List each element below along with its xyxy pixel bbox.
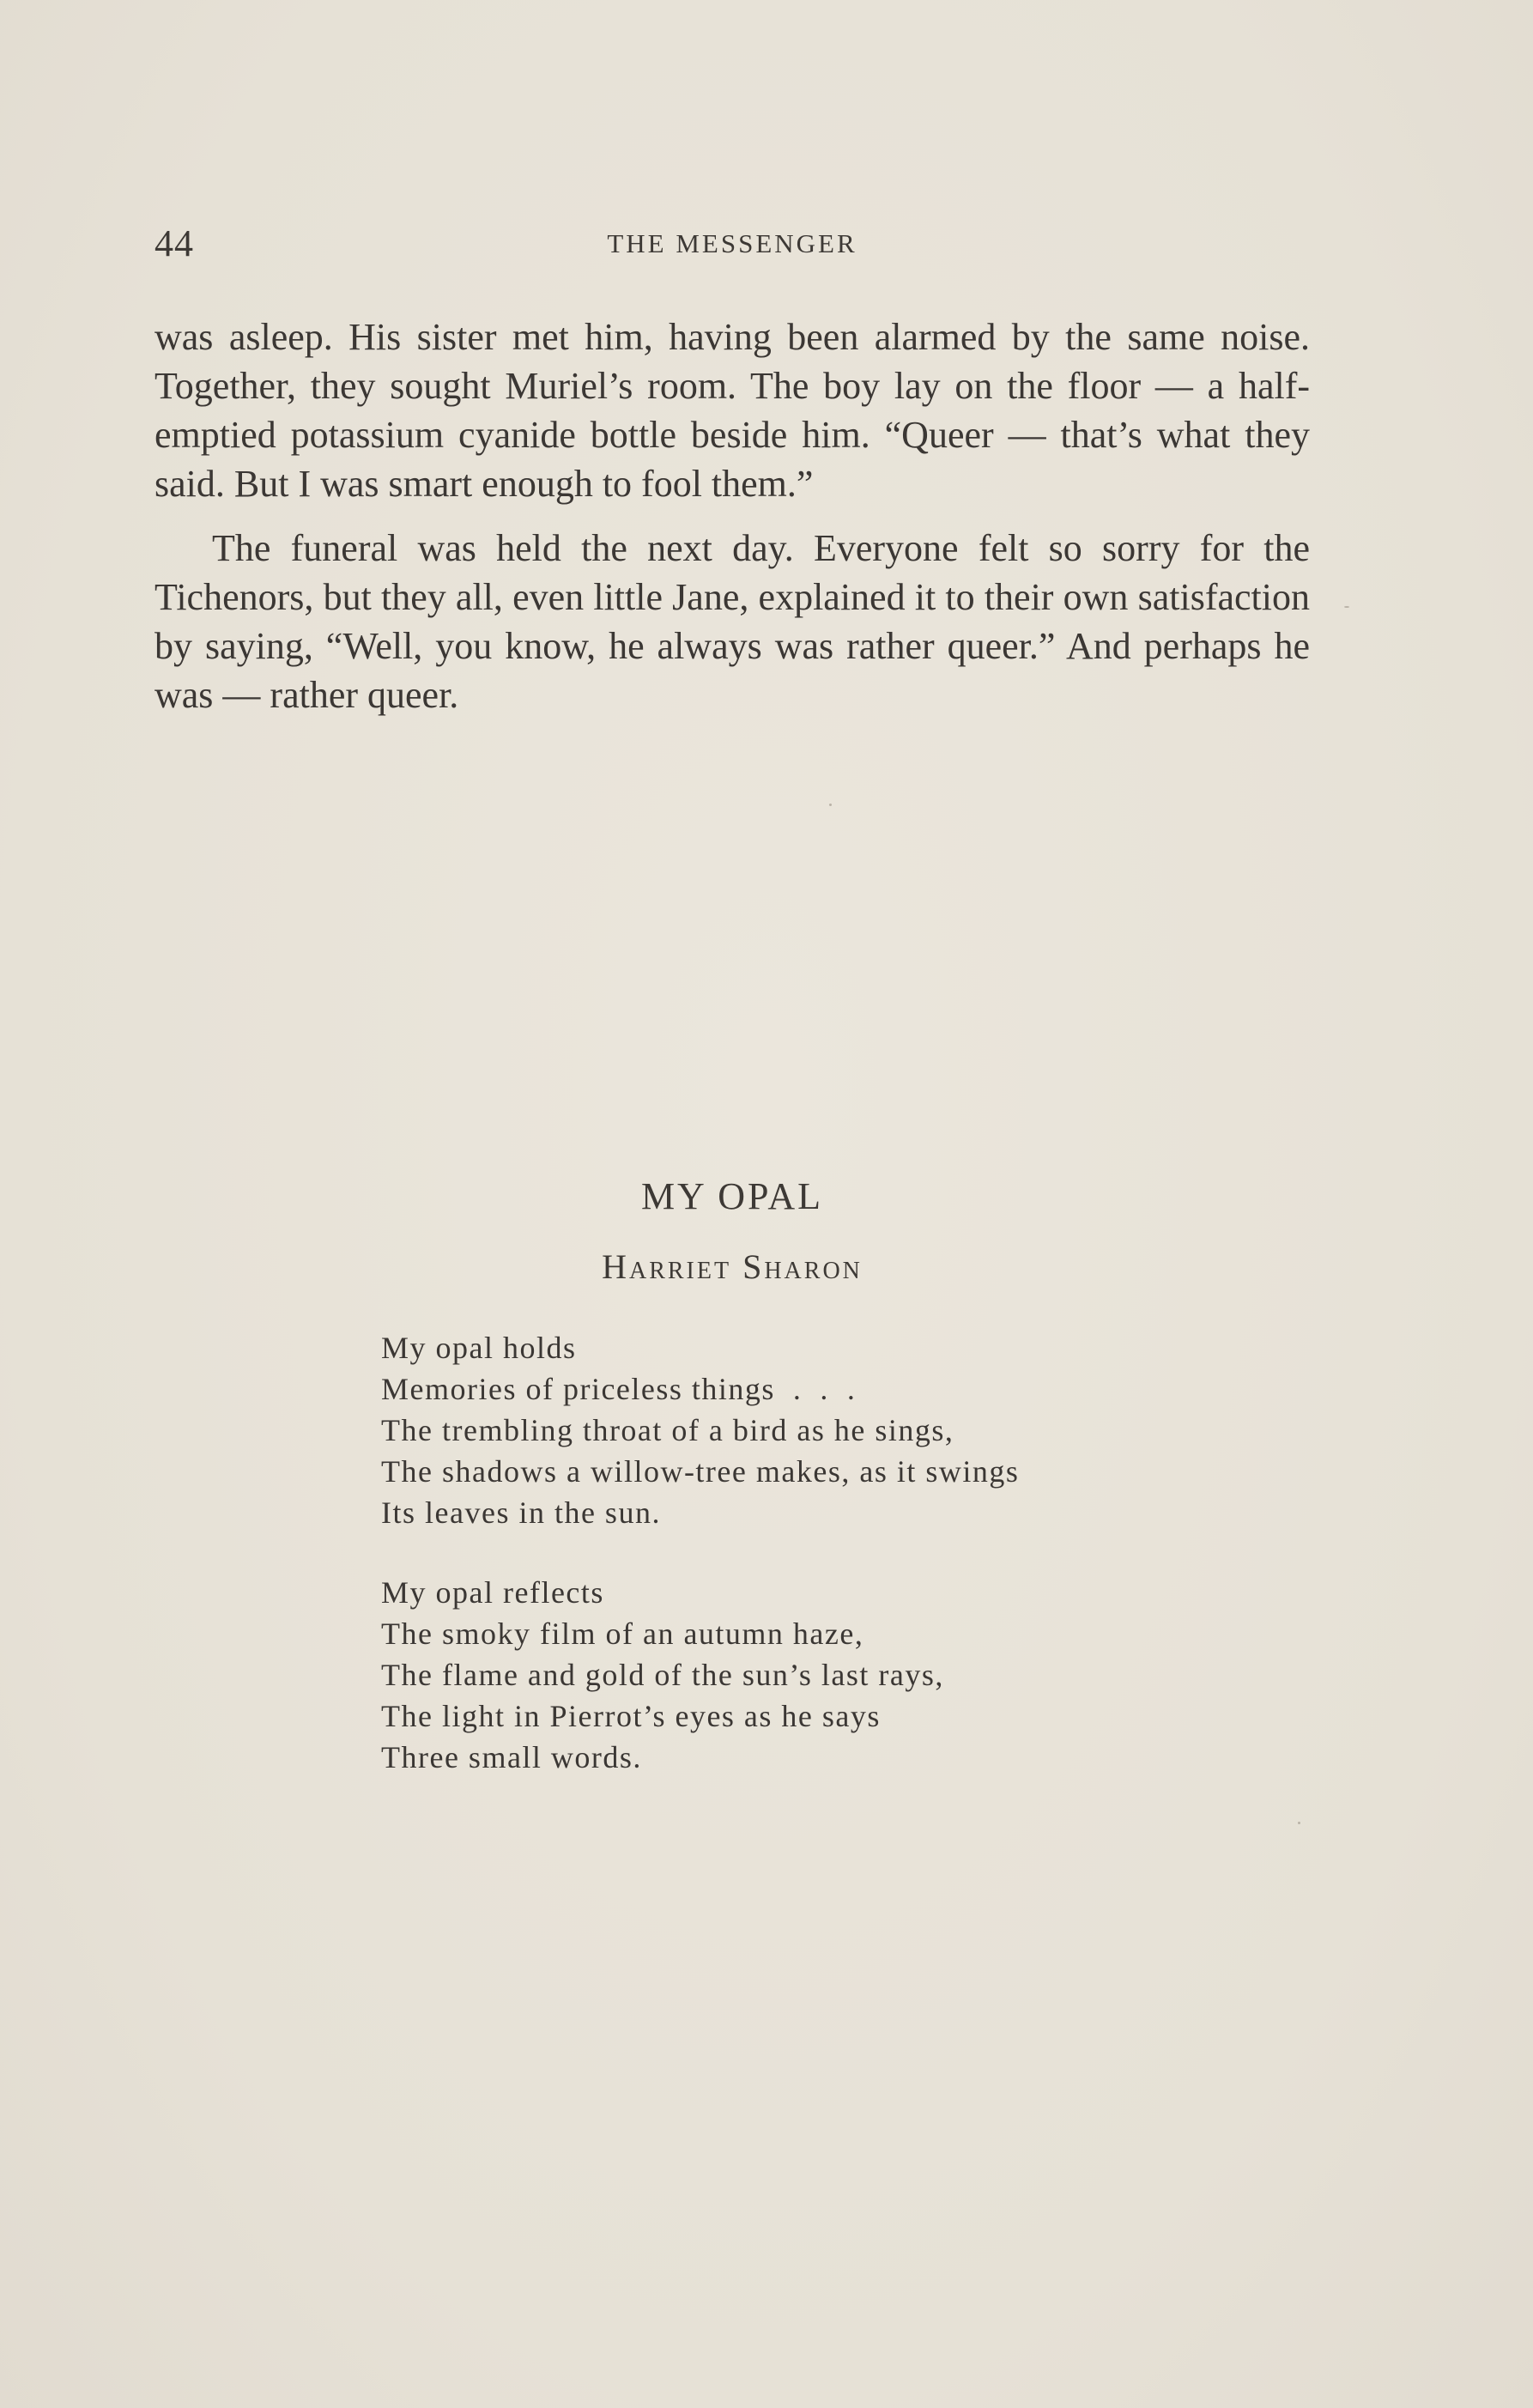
poem-line: Its leaves in the sun.	[381, 1495, 661, 1530]
poem-line: The light in Pierrot’s eyes as he says	[381, 1699, 881, 1733]
running-title: THE MESSENGER	[607, 228, 857, 258]
page-number: 44	[155, 222, 194, 264]
poem-line: The trembling throat of a bird as he sings,	[381, 1413, 954, 1447]
poem-line: Memories of priceless things . . .	[381, 1372, 857, 1406]
paper-speck	[1298, 1822, 1300, 1824]
poem-line: The shadows a willow-tree makes, as it swings	[381, 1454, 1020, 1489]
poem-line: The flame and gold of the sun’s last rays,	[381, 1658, 944, 1692]
story-paragraph: was asleep. His sister met him, having been alarmed by the same noise. Together, they sought Muriel’s room. The boy lay on the floor — a half-emptied potassium cyanide bottle beside him. “Queer — that’s what they said. But I was smart enough to fool them.”	[155, 316, 1310, 505]
poem-stanza	[381, 1572, 1239, 1778]
poem-line: My opal holds	[381, 1331, 577, 1365]
poem-author: Harriet Sharon	[602, 1247, 863, 1286]
poem-line: My opal reflects	[381, 1575, 604, 1610]
poem-line: The smoky film of an autumn haze,	[381, 1616, 864, 1651]
story-paragraph: The funeral was held the next day. Everyone felt so sorry for the Tichenors, but they all, even little Jane, explained it to their own satisfaction by saying, “Well, you know, he always was rather queer.” And perhaps he was — rather queer.	[155, 527, 1310, 716]
poem-line: Three small words.	[381, 1740, 642, 1774]
poem-stanza	[381, 1327, 1239, 1533]
story-text	[155, 312, 1310, 735]
paper-speck	[1344, 606, 1349, 608]
poem-body	[381, 1327, 1239, 1817]
paper-speck	[829, 804, 832, 806]
poem-title: MY OPAL	[640, 1175, 824, 1217]
